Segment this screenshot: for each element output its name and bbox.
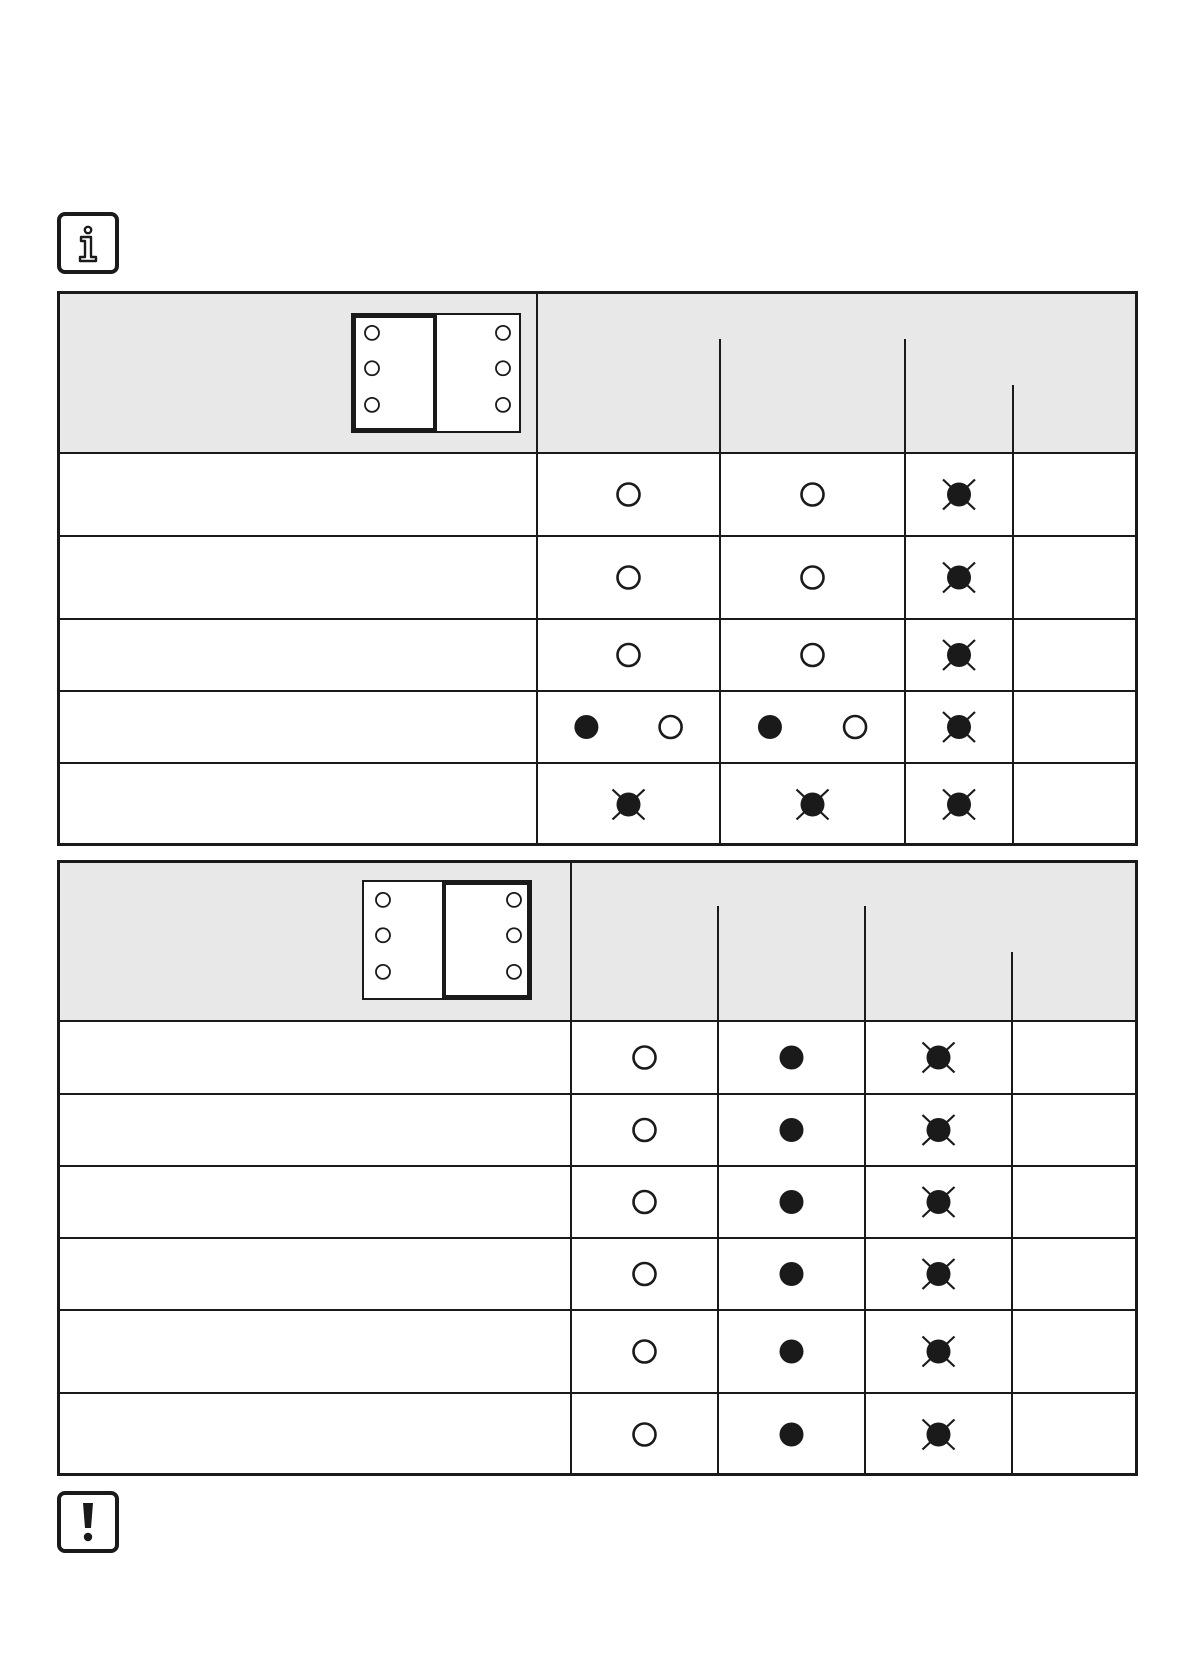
led-flashing-icon [797,790,829,820]
led-off-icon [634,1119,656,1141]
led-on-icon [574,715,598,739]
module-diagram [363,881,531,999]
led-on-icon [780,1340,804,1364]
led-status-table-2 [57,860,1138,1475]
led-flashing-icon [943,480,975,510]
led-off-icon [618,644,640,666]
module-led-icon [376,893,390,907]
led-off-icon [802,644,824,666]
led-flashing-icon [943,712,975,742]
led-off-icon [618,484,640,506]
module-led-icon [507,928,521,942]
module-led-icon [496,361,510,375]
led-flashing-icon [923,1187,955,1217]
led-on-icon [780,1190,804,1214]
led-status-table-1-grid [57,291,1138,844]
led-off-icon [660,716,682,738]
led-off-icon [634,1263,656,1285]
led-off-icon [634,1047,656,1069]
led-flashing-icon [923,1337,955,1367]
exclamation-icon [57,1491,119,1553]
led-on-icon [780,1423,804,1447]
led-on-icon [758,715,782,739]
table-header [57,291,1138,453]
info-icon [57,212,119,274]
led-flashing-icon [943,640,975,670]
table-header [57,860,1138,1021]
led-off-icon [634,1424,656,1446]
module-led-icon [507,893,521,907]
led-flashing-icon [943,563,975,593]
led-flashing-icon [923,1420,955,1450]
led-flashing-icon [923,1259,955,1289]
led-on-icon [780,1262,804,1286]
led-off-icon [634,1191,656,1213]
led-flashing-icon [923,1115,955,1145]
led-off-icon [844,716,866,738]
led-off-icon [618,567,640,589]
module-led-icon [365,326,379,340]
module-led-icon [365,398,379,412]
led-off-icon [634,1341,656,1363]
led-flashing-icon [613,790,645,820]
led-status-table-1 [57,291,1138,844]
led-flashing-icon [943,790,975,820]
led-on-icon [780,1118,804,1142]
led-status-table-2-grid [57,860,1138,1475]
led-on-icon [780,1046,804,1070]
module-led-icon [365,361,379,375]
module-diagram [352,314,520,432]
led-off-icon [802,567,824,589]
led-off-icon [802,484,824,506]
module-led-icon [376,965,390,979]
module-led-icon [376,928,390,942]
module-led-icon [496,326,510,340]
led-flashing-icon [923,1043,955,1073]
module-led-icon [507,965,521,979]
module-led-icon [496,398,510,412]
